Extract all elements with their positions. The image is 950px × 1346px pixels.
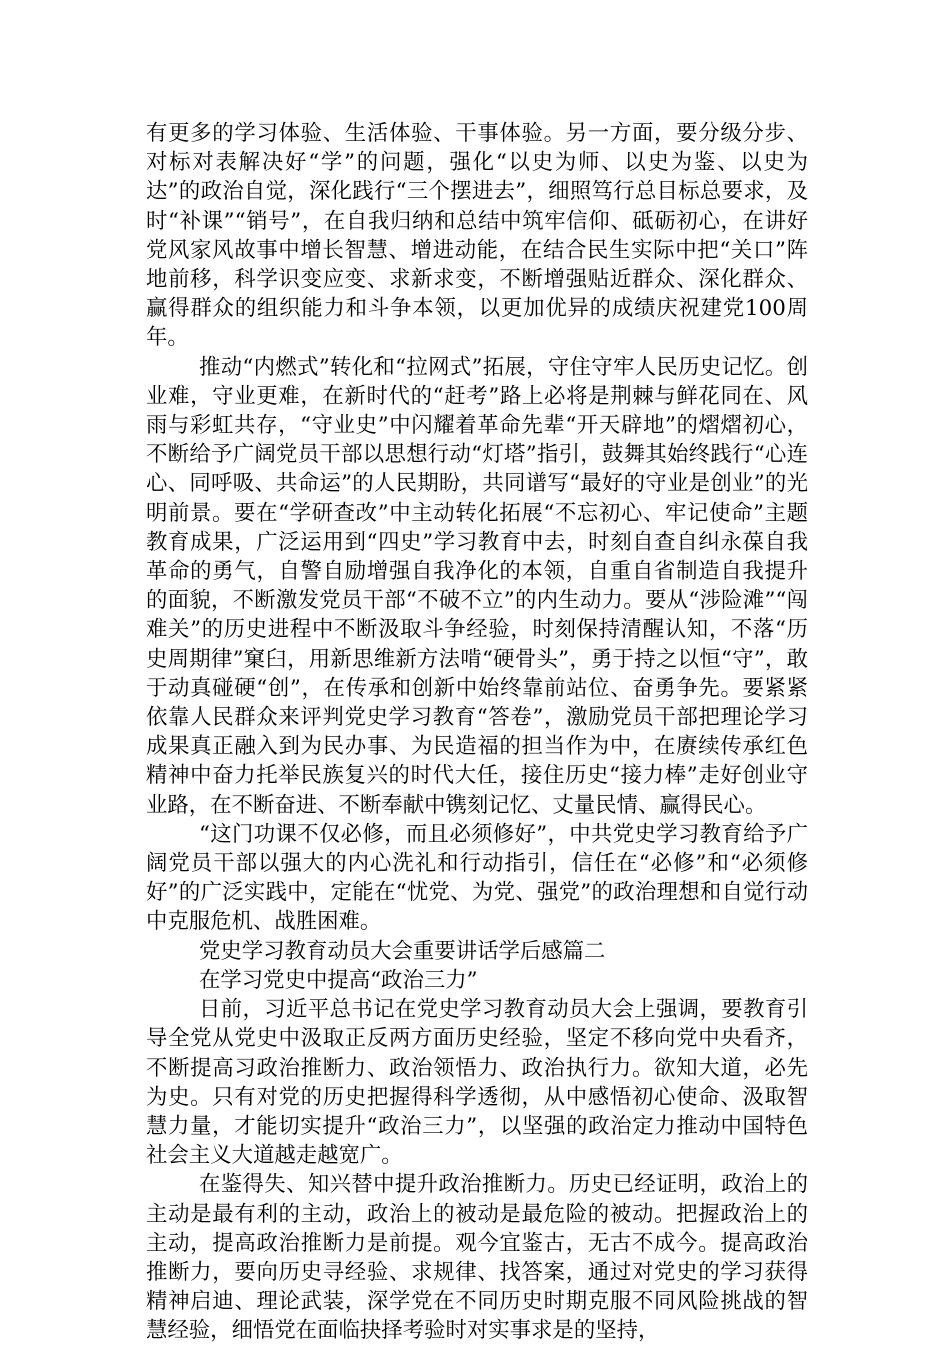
paragraph-2: 推动“内燃式”转化和“拉网式”拓展，守住守牢人民历史记忆。创业难，守业更难，在新时代的“赶考”路上必将是荆棘与鲜花同在、风雨与彩虹共存，“守业史”中闪耀着革命先辈“开天辟地”的熠熠初心，不断给予广阔党员干部以思想行动“灯塔”指引，鼓舞其始终践行“心连心、同呼吸、共命运”的人民期盼，共同谱写“最好的守业是创业”的光明前景。要在“学研查改”中主动转化拓展“不忘初心、牢记使命”主题教育成果，广泛运用到“四史”学习教育中去，时刻自查自纠永葆自我革命的勇气，自警自励增强自我净化的本领，自重自省制造自我提升的面貌，不断激发党员干部“不破不立”的内生动力。要从“涉险滩”“闯难关”的历史进程中不断汲取斗争经验，时刻保持清醒认知，不落“历史周期律”窠臼，用新思维新方法啃“硬骨头”，勇于持之以恒“守”，敢于动真碰硬“创”，在传承和创新中始终靠前站位、奋勇争先。要紧紧依靠人民群众来评判党史学习教育“答卷”，激励党员干部把理论学习成果真正融入到为民办事、为民造福的担当作为中，在赓续传承红色精神中奋力托举民族复兴的时代大任，接住历史“接力棒”走好创业守业路，在不断奋进、不断奉献中镌刻记忆、丈量民情、赢得民心。 <box>146 354 808 818</box>
section-heading: 党史学习教育动员大会重要讲话学后感篇二 <box>199 938 606 964</box>
document-body <box>146 119 808 1346</box>
paragraph-3: “这门功课不仅必修，而且必须修好”，中共党史学习教育给予广阔党员干部以强大的内心洗礼和行动指引，信任在“必修”和“必须修好”的广泛实践中，定能在“忧党、为党、强党”的政治理想和自觉行动中克服危机、战胜困难。 <box>146 821 808 935</box>
paragraph-4: 日前，习近平总书记在党史学习教育动员大会上强调，要教育引导全党从党史中汲取正反两方面历史经验，坚定不移向党中央看齐，不断提高习政治推断力、政治领悟力、政治执行力。欲知大道，必先为史。只有对党的历史把握得科学透彻，从中感悟初心使命、汲取智慧力量，才能切实提升“政治三力”，以坚强的政治定力推动中国特色社会主义大道越走越宽广。 <box>146 997 808 1169</box>
paragraph-5: 在鉴得失、知兴替中提升政治推断力。历史已经证明，政治上的主动是最有利的主动，政治上的被动是最危险的被动。把握政治上的主动，提高政治推断力是前提。观今宜鉴古，无古不成今。提高政治推断力，要向历史寻经验、求规律、找答案，通过对党史的学习获得精神启迪、理论武装，深学党在不同历史时期克服不同风险挑战的智慧经验，细悟党在面临抉择考验时对实事求是的坚持， <box>146 1172 808 1344</box>
paragraph-1: 有更多的学习体验、生活体验、干事体验。另一方面，要分级分步、对标对表解决好“学”的问题，强化“以史为师、以史为鉴、以史为达”的政治自觉，深化践行“三个摆进去”，细照笃行总目标总要求，及时“补课”“销号”，在自我归纳和总结中筑牢信仰、砥砺初心，在讲好党风家风故事中增长智慧、增进动能，在结合民生实际中把“关口”阵地前移，科学识变应变、求新求变，不断增强贴近群众、深化群众、赢得群众的组织能力和斗争本领，以更加优异的成绩庆祝建党100周年。 <box>146 121 808 351</box>
article-title: 在学习党史中提高“政治三力” <box>199 967 478 993</box>
